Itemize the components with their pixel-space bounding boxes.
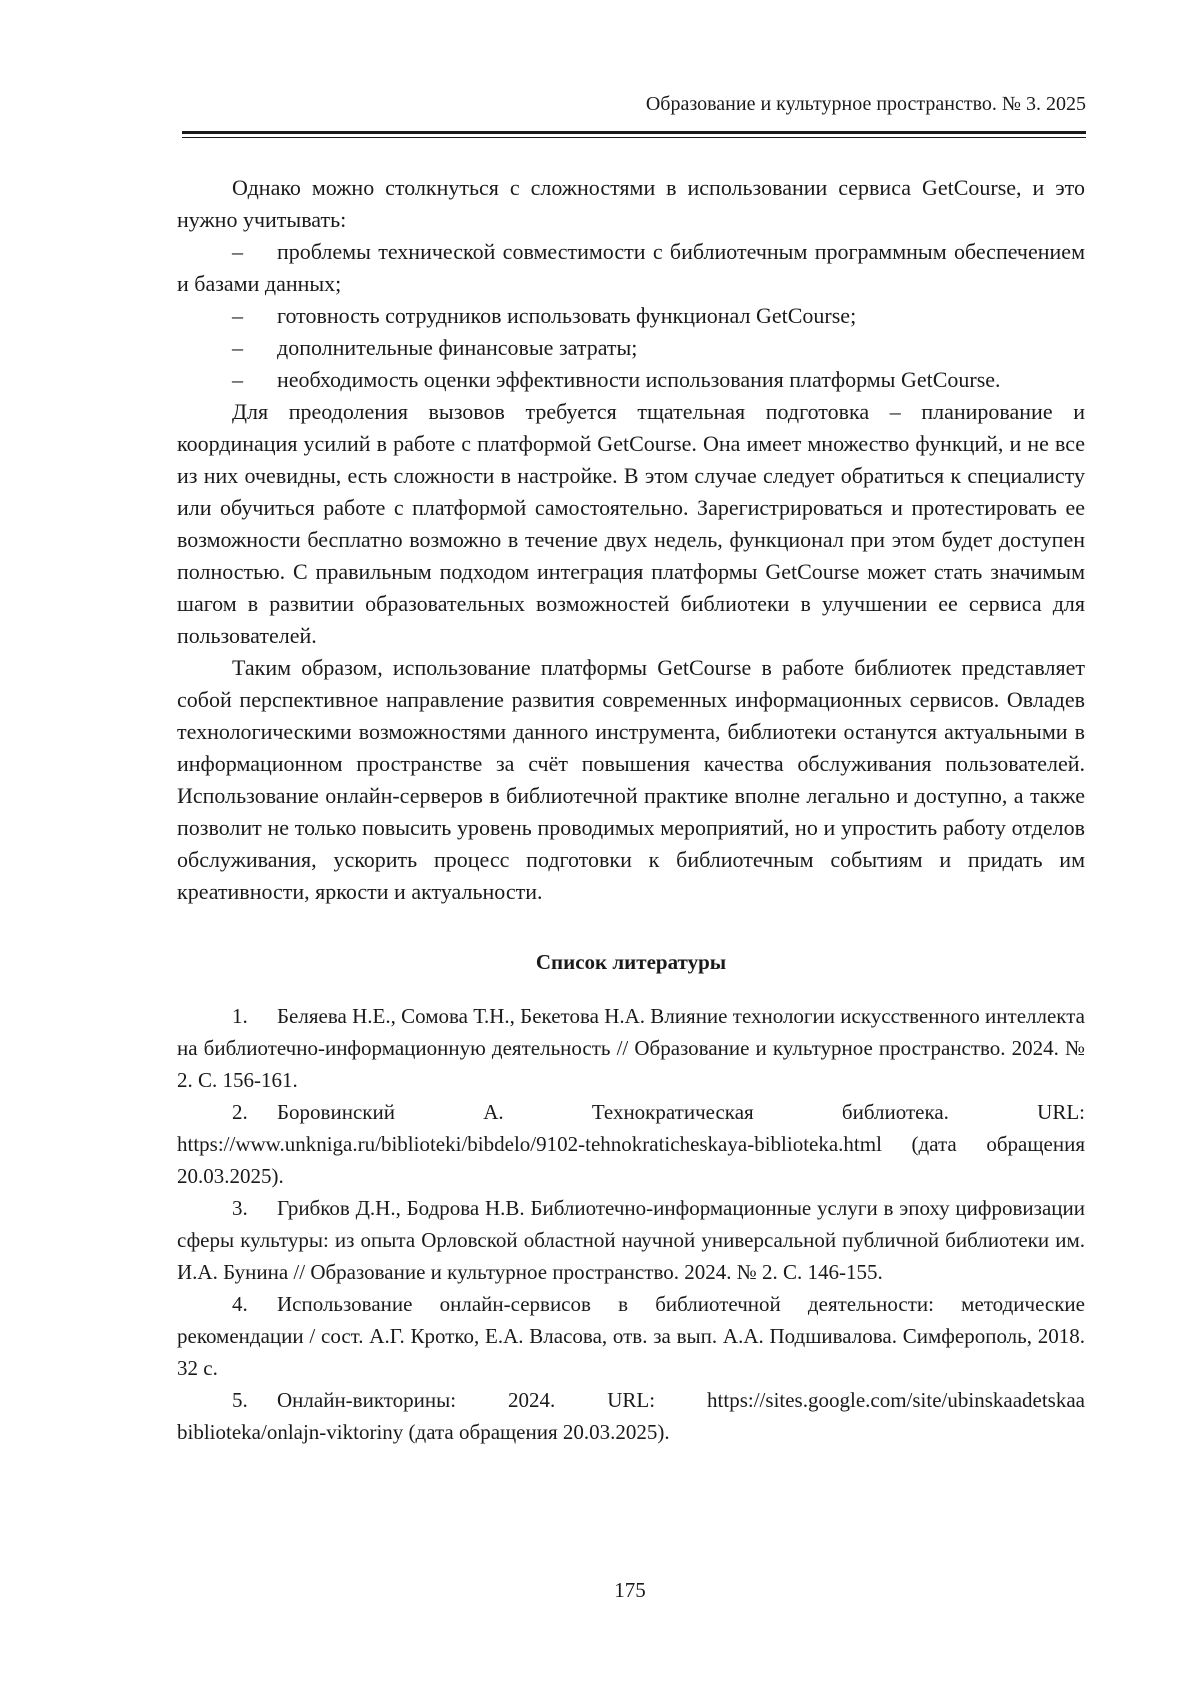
reference-text: Грибков Д.Н., Бодрова Н.В. Библиотечно-информационные услуги в эпоху цифровизации сферы культуры: из опыта Орловской областной научной универсальной публичной библиотеки им. И.А. Бунина // Образование и культурное пространство. 2024. № 2. С. 146-155.: [177, 1196, 1085, 1284]
reference-number: 5.: [232, 1388, 248, 1412]
reference-text: Онлайн-викторины: 2024. URL: https://sites.google.com/site/ubinskaadetskaa biblioteka/onlajn-viktoriny (дата обращения 20.03.2025).: [177, 1388, 1085, 1444]
reference-text: Беляева Н.Е., Сомова Т.Н., Бекетова Н.А. Влияние технологии искусственного интеллекта на библиотечно-информационную деятельность // Образование и культурное пространство. 2024. № 2. С. 156-161.: [177, 1004, 1085, 1092]
reference-number: 2.: [232, 1100, 248, 1124]
reference-text: Использование онлайн-сервисов в библиотечной деятельности: методические рекомендации / сост. А.Г. Кротко, Е.А. Власова, отв. за вып. А.А. Подшивалова. Симферополь, 2018. 32 с.: [177, 1292, 1085, 1380]
list-dash: –: [232, 303, 243, 328]
header-rule-thick: [182, 131, 1086, 134]
list-item: [177, 364, 1085, 396]
list-item: [177, 332, 1085, 364]
list-item: [177, 300, 1085, 332]
conclusion-paragraph: Таким образом, использование платформы GetCourse в работе библиотек представляет собой перспективное направление развития современных информационных сервисов. Овладев технологическими возможностями данного инструмента, библиотеки останутся актуальными в информационном пространстве за счёт повышения качества обслуживания пользователей. Использование онлайн-серверов в библиотечной практике вполне легально и доступно, а также позволит не только повысить уровень проводимых мероприятий, но и упростить работу отделов обслуживания, ускорить процесс подготовки к библиотечным событиям и придать им креативности, яркости и актуальности.: [177, 655, 1085, 904]
list-dash: –: [232, 335, 243, 360]
list-item-text: проблемы технической совместимости с библиотечным программным обеспечением и базами данных;: [177, 239, 1085, 296]
reference-item: [177, 1000, 1085, 1096]
intro-paragraph: Однако можно столкнуться с сложностями в использовании сервиса GetCourse, и это нужно учитывать:: [177, 175, 1085, 232]
list-dash: –: [232, 239, 243, 264]
list-item-text: дополнительные финансовые затраты;: [277, 335, 638, 360]
references-heading: Список литературы: [535, 950, 727, 974]
header-rule-thin: [182, 137, 1086, 138]
references-list: [177, 1000, 1085, 1448]
reference-number: 1.: [232, 1004, 248, 1028]
list-item: [177, 236, 1085, 300]
reference-text: Боровинский А. Технократическая библиотека. URL: https://www.unkniga.ru/biblioteki/bibdelo/9102-tehnokraticheskaya-biblioteka.html (дата обращения 20.03.2025).: [177, 1100, 1085, 1188]
reference-item: [177, 1096, 1085, 1192]
list-item-text: готовность сотрудников использовать функционал GetCourse;: [277, 303, 857, 328]
article-body: [177, 172, 1085, 1448]
reference-number: 3.: [232, 1196, 248, 1220]
running-header: Образование и культурное пространство. № 3. 2025: [645, 93, 1086, 115]
reference-item: [177, 1384, 1085, 1448]
challenges-list: [177, 236, 1085, 396]
reference-item: [177, 1288, 1085, 1384]
reference-number: 4.: [232, 1292, 248, 1316]
list-item-text: необходимость оценки эффективности использования платформы GetCourse.: [277, 367, 1001, 392]
page-number: 175: [614, 1578, 646, 1602]
reference-item: [177, 1192, 1085, 1288]
preparation-paragraph: Для преодоления вызовов требуется тщательная подготовка – планирование и координация усилий в работе с платформой GetCourse. Она имеет множество функций, и не все из них очевидны, есть сложности в настройке. В этом случае следует обратиться к специалисту или обучиться работе с платформой самостоятельно. Зарегистрироваться и протестировать ее возможности бесплатно возможно в течение двух недель, функционал при этом будет доступен полностью. С правильным подходом интеграция платформы GetCourse может стать значимым шагом в развитии образовательных возможностей библиотеки в улучшении ее сервиса для пользователей.: [177, 399, 1085, 648]
list-dash: –: [232, 367, 243, 392]
